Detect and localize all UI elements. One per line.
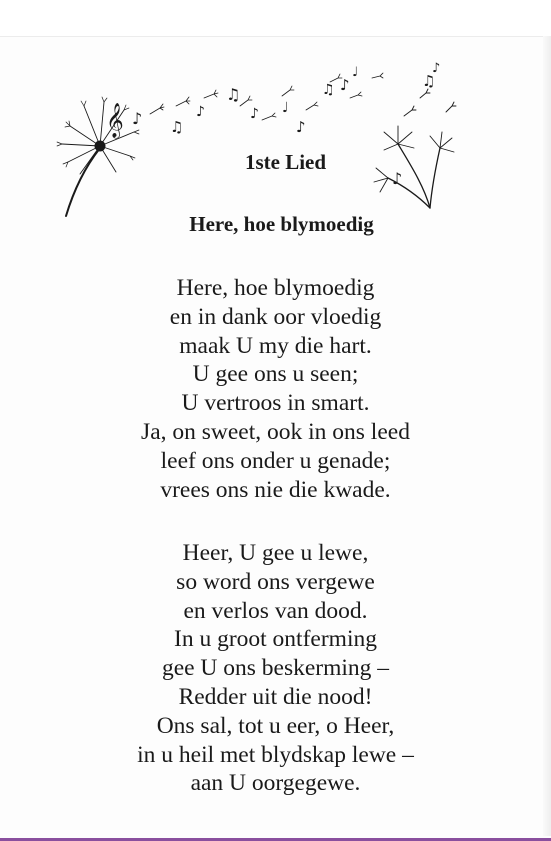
svg-text:♪: ♪: [296, 118, 306, 136]
svg-text:♫: ♫: [322, 82, 335, 98]
song-title: [0, 212, 551, 237]
svg-text:♪: ♪: [196, 104, 205, 120]
lyric-line: en in dank oor vloedig: [169, 303, 382, 330]
dandelion-music-decoration: [0, 36, 551, 226]
lyric-line: maak U my die hart.: [179, 332, 372, 359]
stanza-2: [0, 539, 551, 798]
lyric-line: so word ons vergewe: [176, 568, 375, 595]
svg-text:♫: ♫: [422, 72, 436, 90]
lyric-line: vrees ons nie die kwade.: [160, 476, 391, 503]
svg-text:♩: ♩: [282, 100, 289, 116]
dandelion-cluster-icon: [374, 89, 456, 208]
song-number: [0, 150, 551, 175]
svg-text:♫: ♫: [170, 118, 184, 136]
lyric-line: U gee ons u seen;: [192, 361, 359, 388]
lyric-line: gee U ons beskerming –: [161, 655, 390, 682]
lyric-line: Heer, U gee u lewe,: [182, 540, 369, 566]
lyric-line: en verlos van dood.: [183, 597, 368, 624]
treble-clef-icon: 𝄞: [106, 103, 124, 138]
lyric-line: Ja, on sweet, ook in ons leed: [141, 418, 410, 445]
svg-text:♪: ♪: [432, 61, 441, 76]
lyric-line: Ons sal, tot u eer, o Heer,: [156, 712, 395, 739]
song-title-text: Here, hoe blymoedig: [189, 212, 374, 236]
svg-text:♪: ♪: [132, 109, 143, 128]
top-margin: [0, 0, 551, 37]
svg-text:♪: ♪: [250, 106, 259, 122]
lyric-line: In u groot ontferming: [174, 626, 377, 653]
lyric-line: leef ons onder u genade;: [160, 447, 391, 474]
svg-text:♪: ♪: [340, 76, 350, 94]
svg-text:♫: ♫: [226, 85, 241, 104]
lyric-line: U vertroos in smart.: [181, 390, 370, 417]
lyric-line: Redder uit die nood!: [178, 683, 373, 710]
lyric-line: in u heil met blydskap lewe –: [137, 741, 414, 768]
svg-text:♪: ♪: [392, 169, 403, 188]
lyric-line: Here, hoe blymoedig: [176, 275, 375, 301]
svg-text:♩: ♩: [352, 65, 359, 80]
lyric-line: aan U oorgegewe.: [190, 770, 361, 797]
song-number-text: 1ste Lied: [244, 150, 327, 174]
stanza-1: [0, 274, 551, 504]
